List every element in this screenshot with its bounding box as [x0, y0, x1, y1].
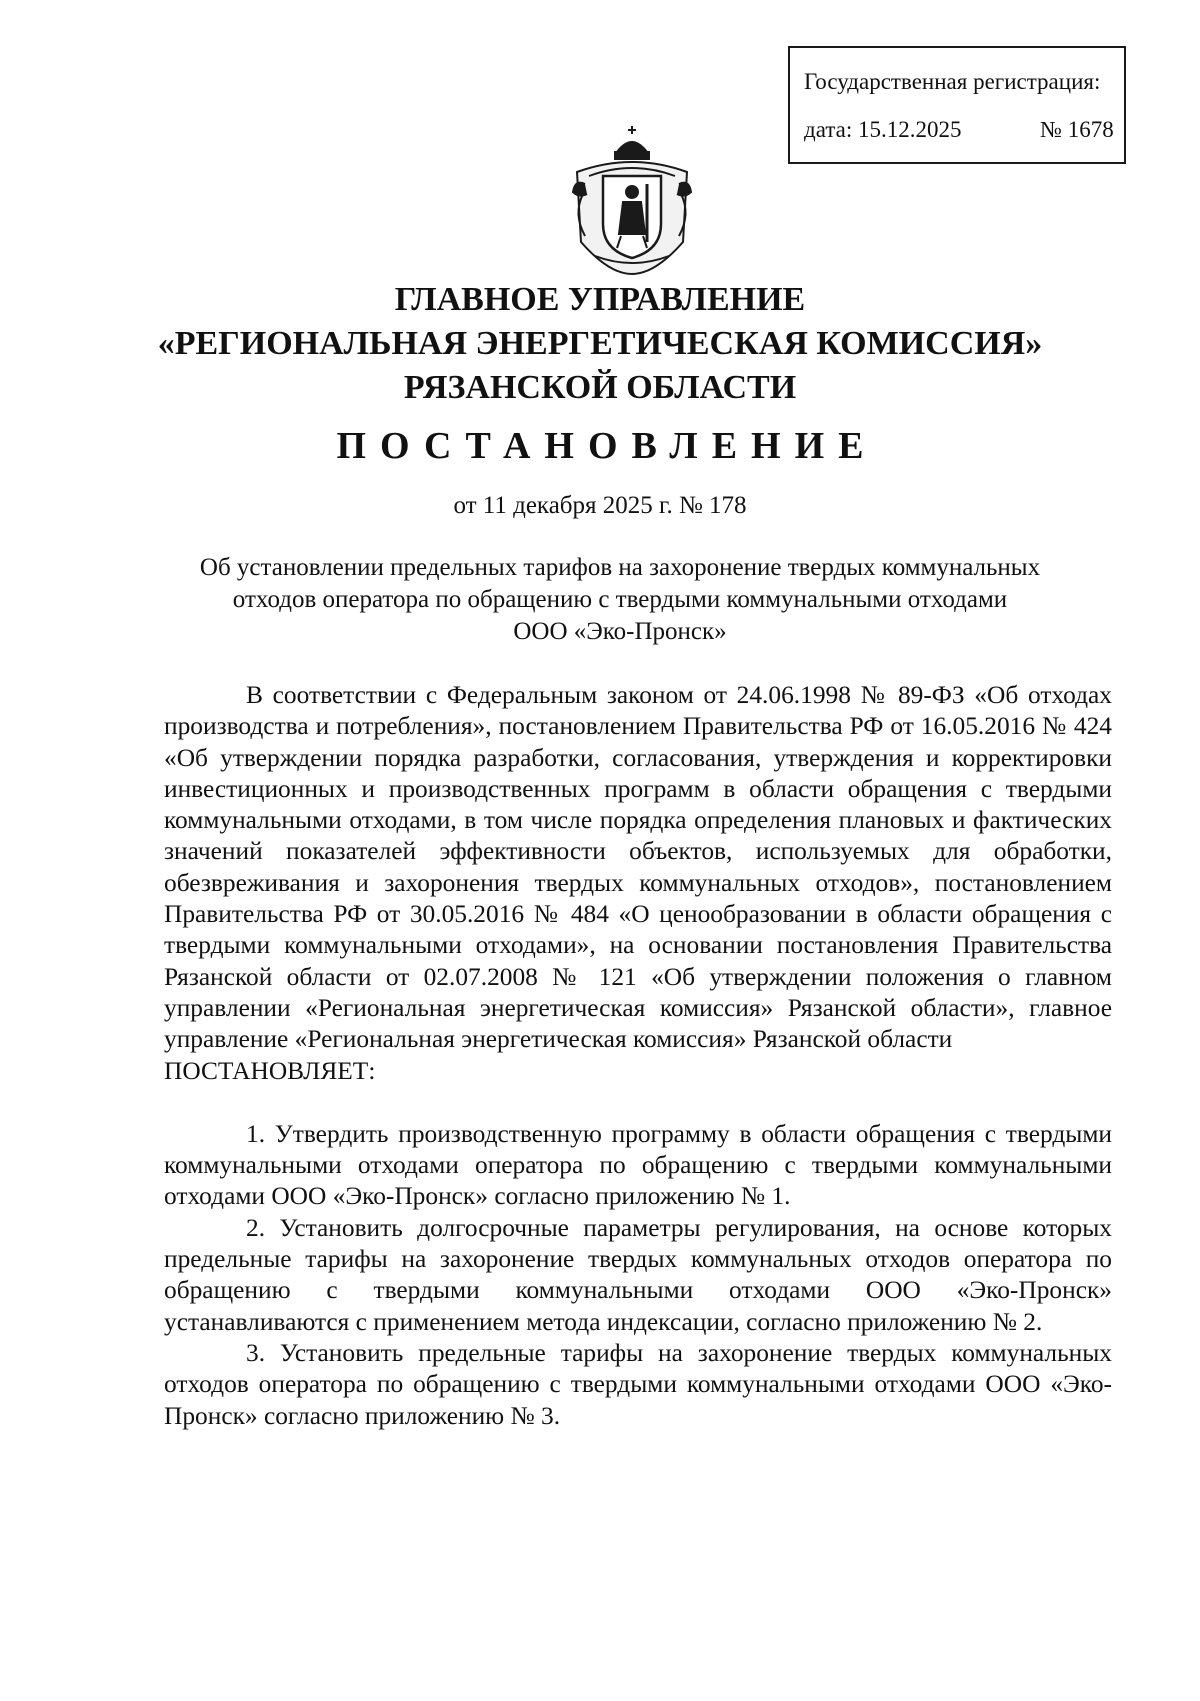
organization-name	[0, 278, 1200, 410]
subject-line-3: ООО «Эко-Пронск»	[513, 618, 727, 645]
document-body	[164, 680, 1112, 1432]
coat-of-arms-icon	[565, 124, 699, 276]
subject-line-1: Об установлении предельных тарифов на захоронение твердых коммунальных	[199, 554, 1041, 581]
preamble-paragraph: В соответствии с Федеральным законом от 24.06.1998 № 89-ФЗ «Об отходах производства и потребления», постановлением Правительства РФ от 16.05.2016 № 424 «Об утверждении порядка разработки, согласования, утверждения и корректировки инвестиционных и производственных программ в области обращения с твердыми коммунальными отходами, в том числе порядка определения плановых и фактических значений показателей эффективности объектов, используемых для обработки, обезвреживания и захоронения твердых коммунальных отходов», постановлением Правительства РФ от 30.05.2016 № 484 «О ценообразовании в области обращения с твердыми коммунальными отходами», на основании постановления Правительства Рязанской области от 02.07.2008 № 121 «Об утверждении положения о главном управлении «Региональная энергетическая комиссия» Рязанской области», главное управление «Региональная энергетическая комиссия» Рязанской области	[164, 681, 1112, 1054]
decree-item-3: 3. Установить предельные тарифы на захоронение твердых коммунальных отходов оператора по обращению с твердыми коммунальными отходами ООО «Эко-Пронск» согласно приложению № 3.	[164, 1338, 1112, 1430]
registration-title: Государственная регистрация:	[804, 69, 1101, 94]
subject-line-2: отходов оператора по обращению с твердыми коммунальными отходами	[232, 586, 1008, 613]
org-line-3: РЯЗАНСКОЙ ОБЛАСТИ	[403, 369, 797, 406]
decree-word: ПОСТАНОВЛЯЕТ:	[164, 1056, 376, 1085]
decree-item-2: 2. Установить долгосрочные параметры регулирования, на основе которых предельные тарифы на захоронение твердых коммунальных отходов оператора по обращению с твердыми коммунальными отходами ООО «Эко-Пронск» устанавливаются с применением метода индексации, согласно приложению № 2.	[164, 1213, 1112, 1336]
org-line-1: ГЛАВНОЕ УПРАВЛЕНИЕ	[394, 281, 806, 318]
document-date-number: от 11 декабря 2025 г. № 178	[453, 492, 747, 519]
document-subject	[140, 552, 1100, 648]
org-line-2: «РЕГИОНАЛЬНАЯ ЭНЕРГЕТИЧЕСКАЯ КОМИССИЯ»	[157, 325, 1043, 362]
decree-item-1: 1. Утвердить производственную программу в области обращения с твердыми коммунальными отходами оператора по обращению с твердыми коммунальными отходами ООО «Эко-Пронск» согласно приложению № 1.	[164, 1119, 1112, 1211]
registration-date: дата: 15.12.2025	[804, 117, 962, 142]
registration-number: № 1678	[1040, 117, 1114, 142]
decree-items	[164, 1119, 1112, 1432]
registration-stamp	[788, 46, 1126, 164]
document-type-heading: ПОСТАНОВЛЕНИЕ	[336, 425, 878, 467]
